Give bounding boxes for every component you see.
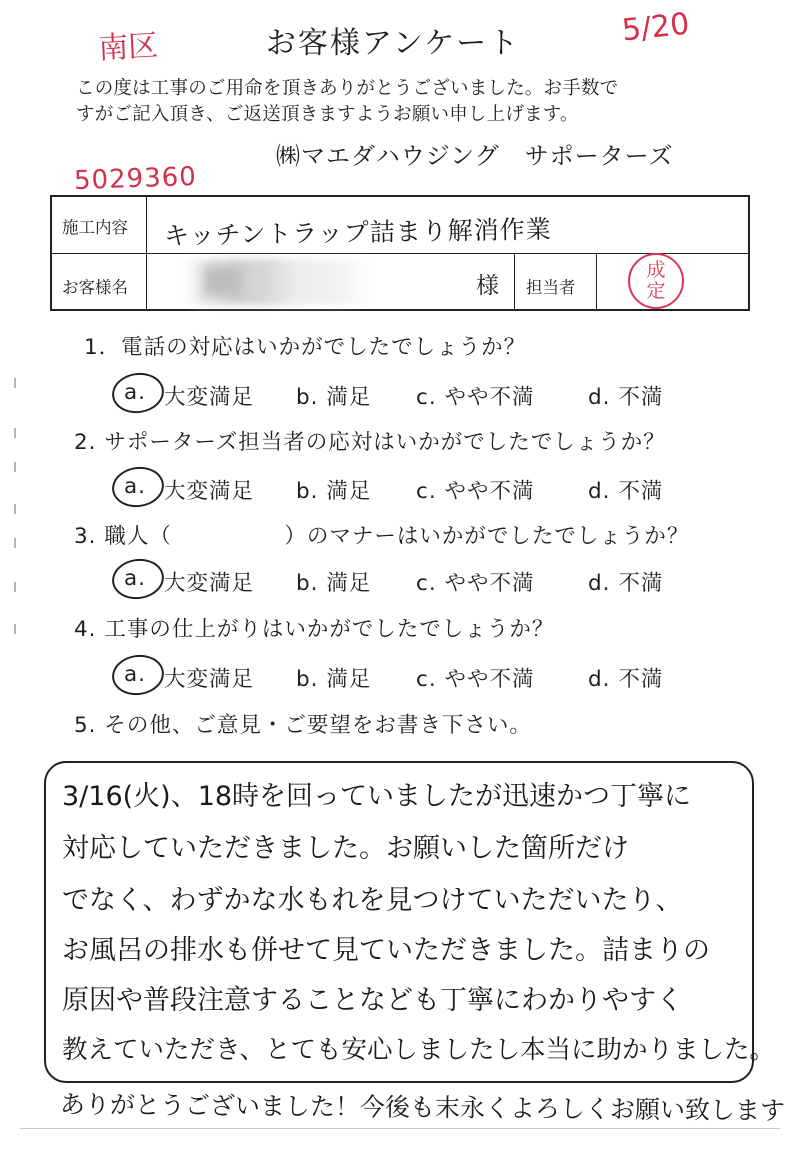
region-note: 南区 <box>97 28 160 67</box>
scan-mark <box>14 378 16 388</box>
option-a[interactable]: a. <box>124 380 146 405</box>
scan-mark <box>14 582 16 592</box>
work-content-label: 施工内容 <box>62 218 128 237</box>
table-column-divider <box>596 254 597 309</box>
option-c[interactable]: c. やや不満 <box>416 479 535 504</box>
option-b[interactable]: b. 満足 <box>296 571 372 596</box>
table-column-divider <box>146 197 147 309</box>
option-a[interactable]: a. <box>124 662 146 687</box>
option-c[interactable]: c. やや不満 <box>416 385 535 410</box>
comment-line-2: 対応していただきました。お願いした箇所だけ <box>62 833 629 864</box>
question-1: 1．電話の対応はいかがでしたでしょうか？ <box>84 335 527 360</box>
option-d[interactable]: d. 不満 <box>588 479 664 504</box>
option-d[interactable]: d. 不満 <box>588 385 664 410</box>
staff-seal-stamp: 成 定 <box>628 253 684 309</box>
option-c[interactable]: c. やや不満 <box>416 667 535 692</box>
option-a[interactable]: a. <box>124 474 146 499</box>
order-number-note: 5029360 <box>73 161 198 197</box>
question-3: 3. 職人（ ）のマナーはいかがでしたでしょうか？ <box>74 524 690 549</box>
honorific-label: 様 <box>476 273 499 299</box>
work-content-value[interactable]: キッチントラップ詰まり解消作業 <box>163 214 553 251</box>
option-d[interactable]: d. 不満 <box>588 571 664 596</box>
option-c[interactable]: c. やや不満 <box>416 571 535 596</box>
selected-circle <box>109 464 166 511</box>
comment-line-4: お風呂の排水も併せて見ていただきました。詰まりの <box>62 935 710 966</box>
intro-text-line-2: すがご記入頂き、ご返送頂きますようお願い申し上げます。 <box>76 104 579 125</box>
scan-mark <box>14 428 16 438</box>
closing-note: ありがとうございました！今後も末永くよろしくお願い致します <box>59 1089 786 1126</box>
option-a[interactable]: a. <box>124 566 146 591</box>
comment-line-3: でなく、わずかな水もれを見つけていただいたり、 <box>62 885 683 916</box>
option-b[interactable]: b. 満足 <box>296 385 372 410</box>
option-a-label: 大変満足 <box>164 479 255 504</box>
company-name: ㈱マエダハウジング サポーターズ <box>276 142 674 170</box>
info-table <box>50 195 750 311</box>
option-b[interactable]: b. 満足 <box>296 667 372 692</box>
scan-mark <box>14 624 16 634</box>
selected-circle <box>109 370 166 417</box>
scan-mark <box>14 462 16 472</box>
option-b[interactable]: b. 満足 <box>296 479 372 504</box>
scan-mark <box>14 504 16 514</box>
date-note: 5/20 <box>620 6 692 49</box>
option-d[interactable]: d. 不満 <box>588 667 664 692</box>
option-a-label: 大変満足 <box>164 385 255 410</box>
redacted-customer-name-block <box>204 267 240 295</box>
customer-name-label: お客様名 <box>62 278 128 297</box>
comment-line-5: 原因や普段注意することなども丁寧にわかりやすく <box>62 985 683 1016</box>
option-a-label: 大変満足 <box>164 571 255 596</box>
table-row-divider <box>52 253 748 254</box>
selected-circle <box>109 652 166 699</box>
selected-circle <box>109 556 166 603</box>
staff-label: 担当者 <box>526 278 576 297</box>
intro-text-line-1: この度は工事のご用命を頂きありがとうございました。お手数で <box>76 78 619 99</box>
question-2: 2. サポーターズ担当者の応対はいかがでしたでしょうか？ <box>74 430 666 455</box>
comment-line-1: 3/16(火)、18時を回っていましたが迅速かつ丁寧に <box>62 781 692 812</box>
survey-title: お客様アンケート <box>265 26 521 61</box>
table-column-divider <box>514 254 515 309</box>
scan-mark <box>14 538 16 548</box>
question-5: 5. その他、ご意見・ご要望をお書き下さい。 <box>74 713 532 738</box>
scan-edge-line <box>20 1128 780 1129</box>
option-a-label: 大変満足 <box>164 667 255 692</box>
question-4: 4. 工事の仕上がりはいかがでしたでしょうか？ <box>74 617 555 642</box>
comment-line-6: 教えていただき、とても安心しましたし本当に助かりました。 <box>62 1035 775 1065</box>
